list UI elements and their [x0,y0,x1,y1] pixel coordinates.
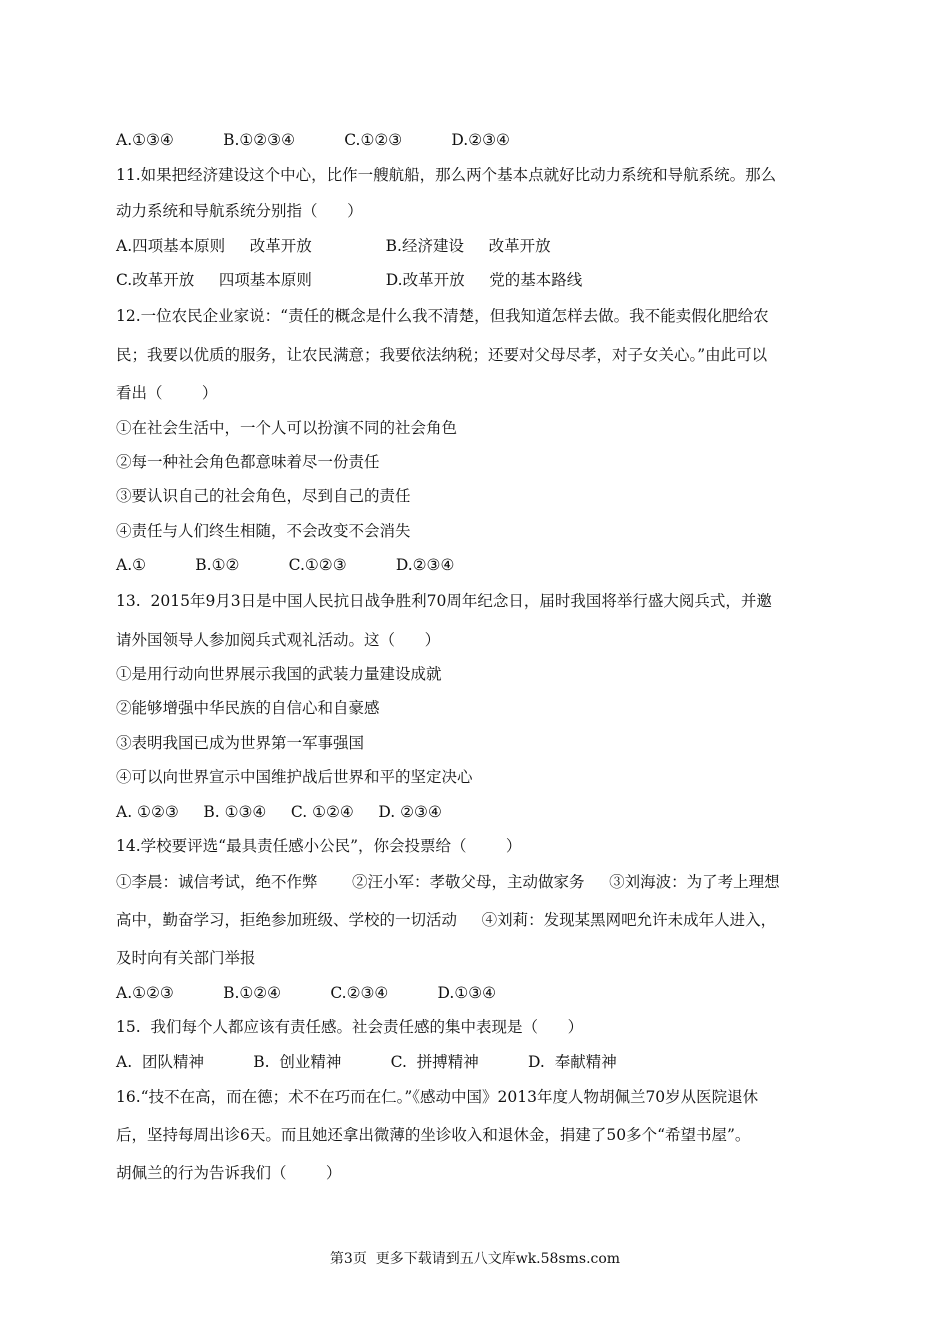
q13-statement-2: ②能够增强中华民族的自信心和自豪感 [116,699,380,717]
q13-stem-line1: 13. 2015年9月3日是中国人民抗日战争胜利70周年纪念日，届时我国将举行盛大阅兵式，并邀 [116,592,772,610]
q14-stem: 14.学校要评选“最具责任感小公民”，你会投票给（ ） [116,837,522,855]
q14-statements-line3: 及时向有关部门举报 [116,949,256,967]
q11-stem-line1: 11.如果把经济建设这个中心，比作一艘航船，那么两个基本点就好比动力系统和导航系统。那么 [116,166,777,184]
q13-statement-4: ④可以向世界宣示中国维护战后世界和平的坚定决心 [116,768,473,786]
q14-statements-line2: 高中，勤奋学习，拒绝参加班级、学校的一切活动 ④刘莉：发现某黑网吧允许未成年人进入， [116,911,777,929]
page-footer: 第3页 更多下载请到五八文库wk.58sms.com [329,1251,621,1267]
q11-option-cd: C.改革开放 四项基本原则 D.改革开放 党的基本路线 [116,271,583,289]
q12-statement-4: ④责任与人们终生相随，不会改变不会消失 [116,522,411,540]
q16-stem-line2: 后，坚持每周出诊6天。而且她还拿出微薄的坐诊收入和退休金，捐建了50多个“希望书屋”。 [116,1126,751,1144]
q13-statement-3: ③表明我国已成为世界第一军事强国 [116,734,365,752]
q13-statement-1: ①是用行动向世界展示我国的武装力量建设成就 [116,665,442,683]
q14-options: A.①②③ B.①②④ C.②③④ D.①③④ [116,984,497,1002]
q16-stem-line1: 16.“技不在高，而在德；术不在巧而在仁。”《感动中国》2013年度人物胡佩兰70岁从医院退休 [116,1088,759,1106]
q11-stem-line2: 动力系统和导航系统分别指（ ） [116,202,363,220]
q16-stem-line3: 胡佩兰的行为告诉我们（ ） [116,1164,342,1182]
q12-options: A.① B.①② C.①②③ D.②③④ [116,556,455,574]
q12-statement-1: ①在社会生活中，一个人可以扮演不同的社会角色 [116,419,458,437]
q15-options: A. 团队精神 B. 创业精神 C. 拼搏精神 D. 奉献精神 [116,1053,617,1071]
q10-options: A.①③④ B.①②③④ C.①②③ D.②③④ [116,131,510,149]
q12-stem-line2: 民；我要以优质的服务，让农民满意；我要依法纳税；还要对父母尽孝，对子女关心。”由此可以 [116,346,768,364]
q12-stem-line1: 12.一位农民企业家说：“责任的概念是什么我不清楚，但我知道怎样去做。我不能卖假化肥给农 [116,307,769,325]
q14-statements-line1: ①李晨：诚信考试，绝不作弊 ②汪小军：孝敬父母，主动做家务 ③刘海波：为了考上理想 [116,873,780,891]
q12-stem-line3: 看出（ ） [116,384,218,402]
q11-option-ab: A.四项基本原则 改革开放 B.经济建设 改革开放 [116,237,551,255]
q12-statement-2: ②每一种社会角色都意味着尽一份责任 [116,453,380,471]
q15-stem: 15. 我们每个人都应该有责任感。社会责任感的集中表现是（ ） [116,1018,584,1036]
q13-options: A. ①②③ B. ①③④ C. ①②④ D. ②③④ [116,803,442,821]
q12-statement-3: ③要认识自己的社会角色，尽到自己的责任 [116,487,411,505]
q13-stem-line2: 请外国领导人参加阅兵式观礼活动。这（ ） [116,631,441,649]
